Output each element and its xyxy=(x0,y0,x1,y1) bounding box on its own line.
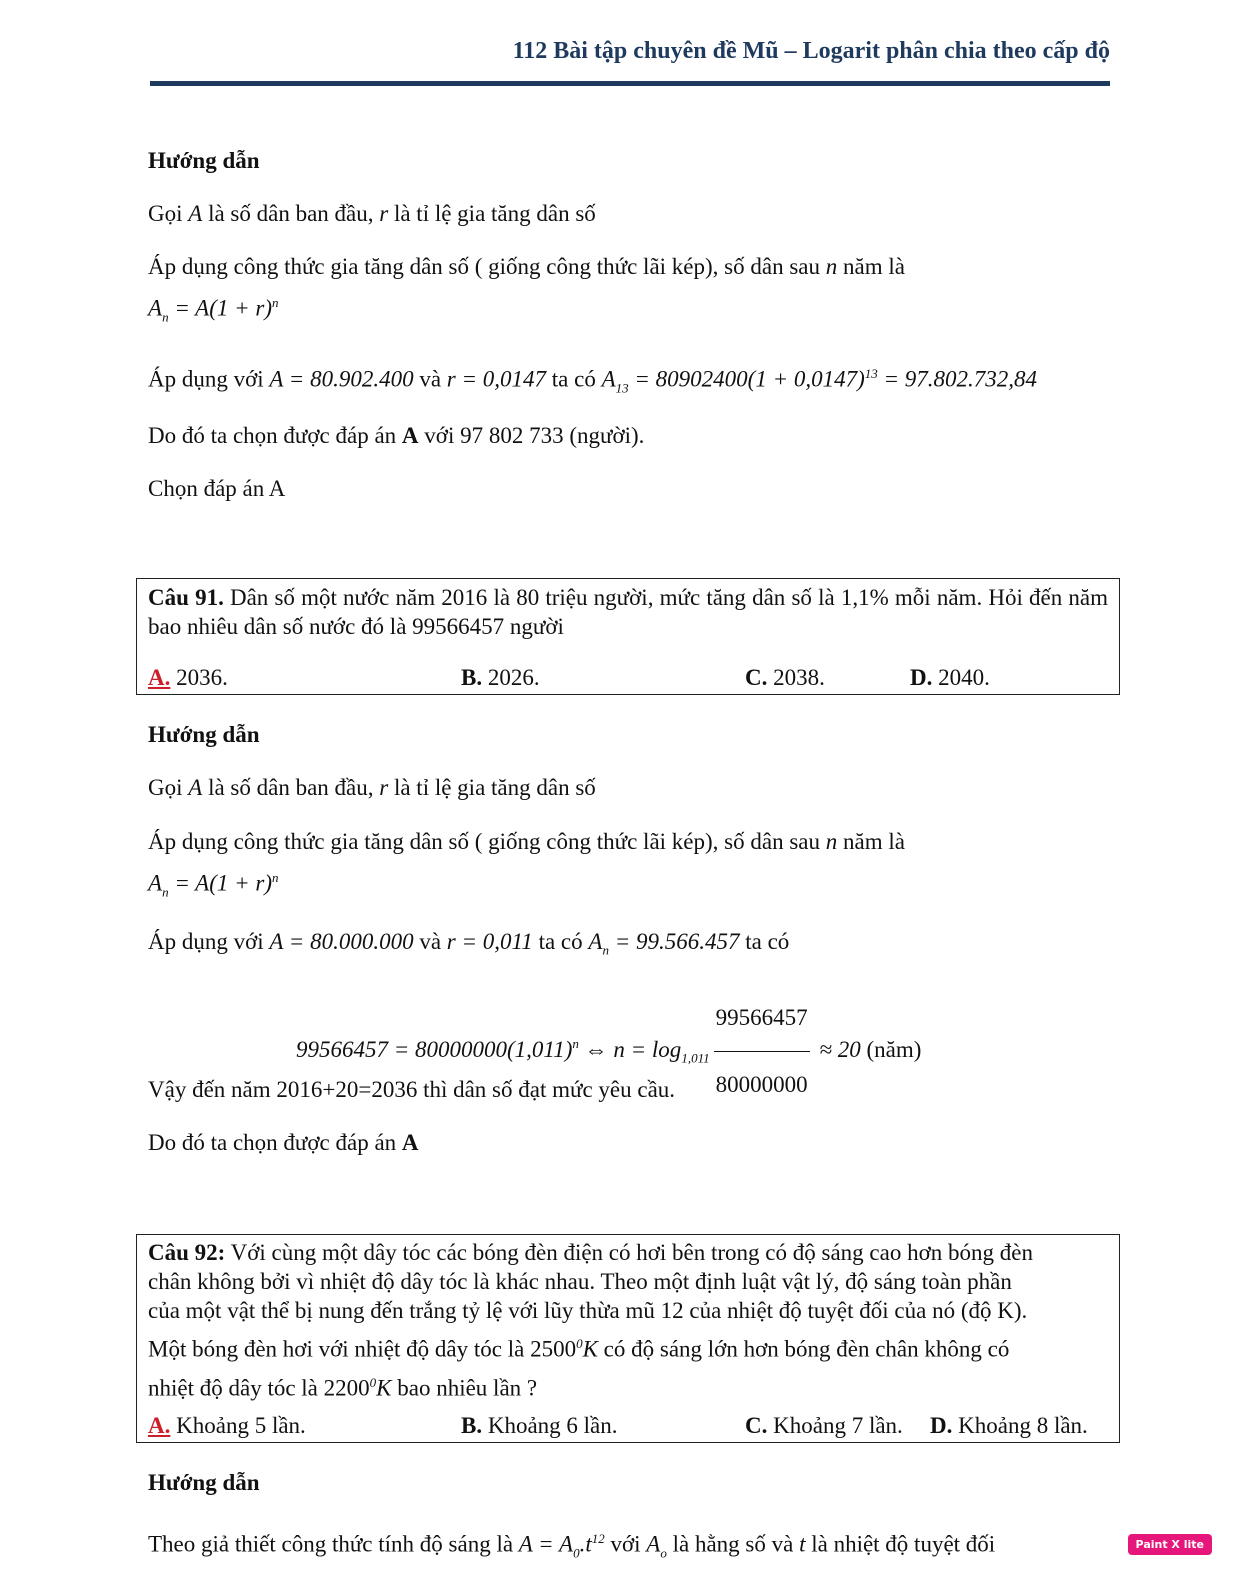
question-box-91 xyxy=(136,578,1120,695)
question-text: Câu 92: Với cùng một dây tóc các bóng đèn điện có hơi bên trong có độ sáng cao hơn bóng đèn chân không bởi vì nhiệt độ dây tóc là khác nhau. Theo một định luật vật lý, độ sáng toàn phần của một vật thể bị nung đến trắng tỷ lệ với lũy thừa mũ 12 của nhiệt độ tuyệt đối của nó (độ K). Một bóng đèn hơi với nhiệt độ dây tóc là 2500$^0$K có độ sáng lớn hơn bóng đèn chân không có nhiệt độ dây tóc là 2200$^0$K bao nhiêu lần ? xyxy=(148,1240,1033,1401)
option-a[interactable]: A. 2036. xyxy=(148,665,228,690)
solution-line: Gọi A là số dân ban đầu, r là tỉ lệ gia tăng dân số xyxy=(148,775,596,800)
solution-line: Áp dụng với A = 80.000.000 và r = 0,011 ta có $A_n = 99.566.457$ ta có xyxy=(148,929,790,958)
page-header-title: 112 Bài tập chuyên đề Mũ – Logarit phân chia theo cấp độ xyxy=(512,38,1110,64)
solution-line: Do đó ta chọn được đáp án A xyxy=(148,1130,419,1155)
solution-line: Áp dụng với A = 80.902.400 và r = 0,0147 ta có $A_{13} = 80902400(1 + 0,0147)^{13} = 97.802.732,84$ xyxy=(148,366,1038,396)
solution-heading: Hướng dẫn xyxy=(148,1470,260,1495)
watermark-badge: Paint X lite xyxy=(1128,1534,1212,1555)
question-text: Câu 91. Dân số một nước năm 2016 là 80 triệu người, mức tăng dân số là 1,1% mỗi năm. Hỏi đến năm bao nhiêu dân số nước đó là 99566457 người xyxy=(148,585,1108,639)
option-d[interactable]: D. 2040. xyxy=(910,665,990,690)
solution-line: Áp dụng công thức gia tăng dân số ( giống công thức lãi kép), số dân sau n năm là xyxy=(148,829,905,854)
header-divider xyxy=(150,81,1110,86)
formula: $A_n = A(1 + r)^n$ xyxy=(148,295,279,325)
option-a[interactable]: A. Khoảng 5 lần. xyxy=(148,1413,306,1438)
fraction: $\frac{99566457}{80000000}$ xyxy=(714,985,810,1118)
solution-line: Gọi A là số dân ban đầu, r là tỉ lệ gia tăng dân số xyxy=(148,201,596,226)
solution-heading: Hướng dẫn xyxy=(148,722,260,747)
option-c[interactable]: C. 2038. xyxy=(745,665,825,690)
option-b[interactable]: B. 2026. xyxy=(461,665,540,690)
formula: $A_n = A(1 + r)^n$ xyxy=(148,870,279,900)
solution-line: Áp dụng công thức gia tăng dân số ( giống công thức lãi kép), số dân sau n năm là xyxy=(148,254,905,279)
option-d[interactable]: D. Khoảng 8 lần. xyxy=(930,1413,1088,1438)
solution-line: Vậy đến năm 2016+20=2036 thì dân số đạt mức yêu cầu. xyxy=(148,1077,676,1102)
option-b[interactable]: B. Khoảng 6 lần. xyxy=(461,1413,618,1438)
solution-heading: Hướng dẫn xyxy=(148,148,260,173)
solution-line: Do đó ta chọn được đáp án A với 97 802 733 (người). xyxy=(148,423,645,448)
solution-line: Theo giả thiết công thức tính độ sáng là $A = A_0.t^{12}$ với $A_o$ là hằng số và t là nhiệt độ tuyệt đối xyxy=(148,1531,996,1561)
solution-line: Chọn đáp án A xyxy=(148,476,286,501)
display-equation: $99566457 = 80000000(1,011)^n$ ⇔ $n = \log_{1,011}$ $\frac{99566457}{80000000}$ ≈ 20 (năm) xyxy=(296,985,921,1118)
question-box-92 xyxy=(136,1234,1120,1443)
option-c[interactable]: C. Khoảng 7 lần. xyxy=(745,1413,903,1438)
